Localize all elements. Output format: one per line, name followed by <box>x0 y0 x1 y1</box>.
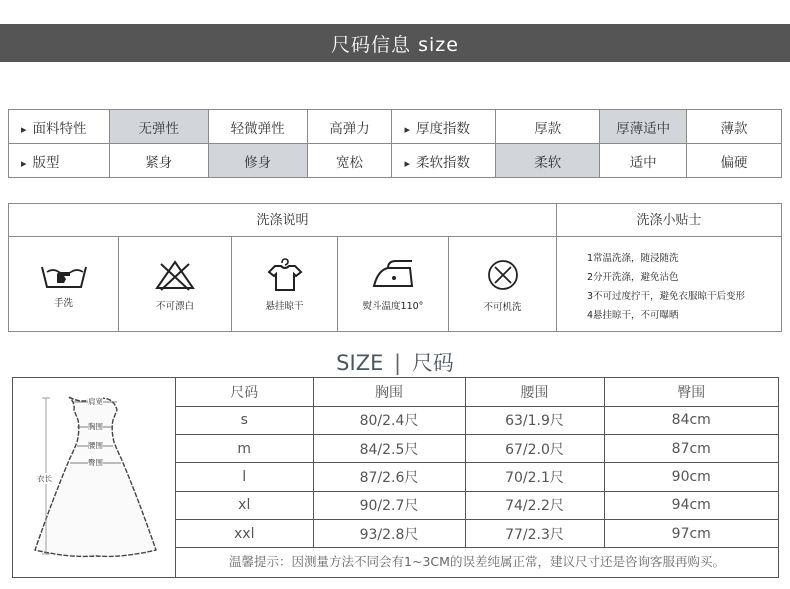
hip-cell: 94cm <box>604 491 778 519</box>
waist-cell: 77/2.3尺 <box>465 519 604 547</box>
wash-item-no-machine-wash <box>449 238 556 332</box>
hang-dry-icon <box>265 258 305 292</box>
size-table <box>176 378 778 548</box>
bust-cell: 80/2.4尺 <box>313 406 465 434</box>
dress-diagram <box>13 378 176 577</box>
property-cell: 薄款 <box>687 110 782 144</box>
size-cell: xl <box>176 491 313 519</box>
wash-item-no-bleach <box>119 238 231 332</box>
bust-cell: 87/2.6尺 <box>313 463 465 491</box>
hip-cell: 87cm <box>604 435 778 463</box>
property-cell: 修身 <box>208 144 307 178</box>
property-cell: 厚款 <box>496 110 600 144</box>
washing-tips <box>587 249 782 325</box>
properties-row-2 <box>9 144 782 178</box>
diagram-label-waist: 腰围 <box>88 441 103 450</box>
tip-line: 1常温洗涤，随浸随洗 <box>587 253 679 264</box>
section-title: 尺码信息 size <box>331 33 459 56</box>
size-cell: xxl <box>176 519 313 547</box>
wash-caption: 手洗 <box>53 298 73 309</box>
wash-item-iron <box>338 238 448 332</box>
section-header <box>0 24 790 62</box>
wash-item-hang-dry <box>232 238 337 332</box>
bust-cell: 84/2.5尺 <box>313 435 465 463</box>
table-row <box>176 435 778 463</box>
bust-cell: 93/2.8尺 <box>313 519 465 547</box>
size-table-header <box>176 378 778 406</box>
diagram-label-length: 衣长 <box>37 474 52 483</box>
hip-cell: 84cm <box>604 406 778 434</box>
wash-caption: 悬挂晾干 <box>265 301 304 312</box>
column-header: 尺码 <box>176 378 313 406</box>
column-header: 胸围 <box>313 378 465 406</box>
column-header: 臀围 <box>604 378 778 406</box>
property-cell: ▸ 厚度指数 <box>392 110 496 144</box>
fabric-properties-table <box>8 109 782 178</box>
property-cell: ▸ 柔软指数 <box>392 144 496 178</box>
table-row <box>176 406 778 434</box>
size-title-en: SIZE <box>336 351 384 375</box>
size-cell: m <box>176 435 313 463</box>
size-section-title <box>0 347 790 377</box>
size-cell: l <box>176 463 313 491</box>
iron-icon <box>370 258 416 292</box>
wash-caption: 不可漂白 <box>155 301 194 312</box>
size-chart <box>12 377 779 578</box>
property-cell: 柔软 <box>496 144 600 178</box>
waist-cell: 70/2.1尺 <box>465 463 604 491</box>
tips-title: 洗涤小贴士 <box>557 204 781 237</box>
property-cell: 紧身 <box>109 144 208 178</box>
property-cell: 无弹性 <box>109 110 208 144</box>
diagram-label-hip: 臀围 <box>88 458 103 467</box>
property-cell: 轻微弹性 <box>208 110 307 144</box>
property-cell: 偏硬 <box>687 144 782 178</box>
wash-item-hand-wash <box>9 238 118 332</box>
property-cell: 宽松 <box>307 144 392 178</box>
washing-title: 洗涤说明 <box>9 204 556 237</box>
tip-line: 3不可过度拧干，避免衣服晾干后变形 <box>587 291 746 302</box>
no-machine-wash-icon <box>485 257 521 293</box>
column-header: 腰围 <box>465 378 604 406</box>
size-title-cn: 尺码 <box>411 351 454 375</box>
tip-line: 2分开洗涤，避免沾色 <box>587 272 679 283</box>
diagram-label-bust: 胸围 <box>88 422 103 431</box>
table-row <box>176 491 778 519</box>
property-cell: 适中 <box>600 144 687 178</box>
property-cell: 高弹力 <box>307 110 392 144</box>
wash-caption: 不可机洗 <box>483 302 522 313</box>
wash-caption: 熨斗温度110° <box>362 301 424 312</box>
size-title-separator: | <box>394 351 402 375</box>
hip-cell: 97cm <box>604 519 778 547</box>
bust-cell: 90/2.7尺 <box>313 491 465 519</box>
hand-wash-icon <box>39 261 89 289</box>
table-row <box>176 519 778 547</box>
table-row <box>176 463 778 491</box>
properties-row-1 <box>9 110 782 144</box>
measurement-note: 温馨提示：因测量方法不同会有1~3CM的误差纯属正常，建议尺寸还是咨询客服再购买。 <box>229 554 725 569</box>
washing-instructions <box>8 203 782 332</box>
property-cell: ▸ 面料特性 <box>9 110 110 144</box>
property-cell: ▸ 版型 <box>9 144 110 178</box>
tip-line: 4悬挂晾干，不可曝晒 <box>587 310 679 321</box>
diagram-label-shoulder: 肩宽 <box>88 397 103 406</box>
no-bleach-icon <box>153 258 197 292</box>
waist-cell: 74/2.2尺 <box>465 491 604 519</box>
waist-cell: 67/2.0尺 <box>465 435 604 463</box>
hip-cell: 90cm <box>604 463 778 491</box>
waist-cell: 63/1.9尺 <box>465 406 604 434</box>
size-cell: s <box>176 406 313 434</box>
property-cell: 厚薄适中 <box>600 110 687 144</box>
